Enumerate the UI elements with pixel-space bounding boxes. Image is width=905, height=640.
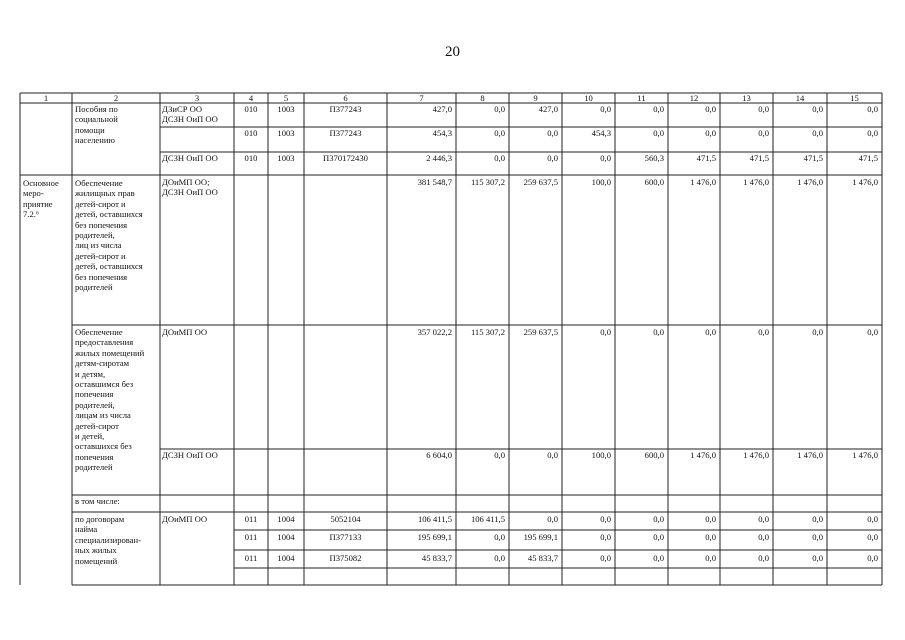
block4-row1-col6: 5052104 [330,514,361,524]
header-col-15: 15 [850,93,859,103]
block4-row2-col9-value: 195 699,1 [523,532,558,542]
block1-description: Пособия по социальной помощи населению [75,104,118,146]
block3-row1-col7-value: 357 022,2 [417,327,452,337]
block3-row1-col14-value: 0,0 [812,327,823,337]
block1-row3-col14-value: 471,5 [803,153,823,163]
block1-row3-col15-value: 471,5 [858,153,878,163]
block1-row2-col9-value: 0,0 [547,128,558,138]
block4-row3-col5: 1004 [277,553,295,563]
block3-row1-col10-value: 0,0 [600,327,611,337]
block1-row1-col13-value: 0,0 [758,104,769,114]
block2-row-col7-value: 381 548,7 [417,177,452,187]
block1-row1-col4: 010 [244,104,258,114]
block1-row3-col4: 010 [244,153,258,163]
block1-row2-col7-value: 454,3 [432,128,452,138]
block4-row3-col11-value: 0,0 [653,553,664,563]
block4-description: по договорам найма специализирован- ных жилых помещений [75,514,142,566]
block4-row2-col14-value: 0,0 [812,532,823,542]
block1-row1-col15-value: 0,0 [867,104,878,114]
header-col-14: 14 [795,93,805,103]
including-label: в том числе: [75,496,120,506]
header-col-4: 4 [248,93,254,103]
block2-description: Обеспечение жилищных прав детей-сирот и детей, оставшихся без попечения родителей, лиц из числа детей-сирот и детей, оставшихся без попечения родителей [75,178,143,293]
block4-row3-col6: П375082 [329,553,362,563]
header-col-10: 10 [584,93,593,103]
block3-row1-col15-value: 0,0 [867,327,878,337]
block2-executor: ДОиМП ОО; ДСЗН ОиП ОО [162,177,218,198]
page-number: 20 [445,44,460,60]
block4-row3-col10-value: 0,0 [600,553,611,563]
block1-row2-col12-value: 0,0 [705,128,716,138]
block2-row-col11-value: 600,0 [644,177,664,187]
block1-row2-col15-value: 0,0 [867,128,878,138]
header-col-13: 13 [742,93,751,103]
block4-row2-col10-value: 0,0 [600,532,611,542]
block1-row2-col4: 010 [244,128,258,138]
block3-row2-col13-value: 1 476,0 [743,450,769,460]
block1-row2-col6: П377243 [329,128,362,138]
block1-row2-col8-value: 0,0 [494,128,505,138]
header-col-2: 2 [113,93,119,103]
block4-row1-col10-value: 0,0 [600,514,611,524]
block4-row2-col6: П377133 [329,532,362,542]
block4-row3-col12-value: 0,0 [705,553,716,563]
block4-row1-col15-value: 0,0 [867,514,878,524]
activity-label: Основное меро- приятие 7.2.⁶ [23,178,59,220]
block1-row3-col12-value: 471,5 [696,153,716,163]
block3-row2-col8-value: 0,0 [494,450,505,460]
block4-row3-col7-value: 45 833,7 [421,553,452,563]
header-col-3: 3 [194,93,200,103]
header-col-1: 1 [43,93,49,103]
block4-row1-col8-value: 106 411,5 [470,514,505,524]
block4-row1-col11-value: 0,0 [653,514,664,524]
block1-row1-col6: П377243 [329,104,362,114]
block3-row2-col14-value: 1 476,0 [797,450,823,460]
block4-row1-col4: 011 [244,514,258,524]
block1-row2-col10-value: 454,3 [591,128,611,138]
block3-row2-col9-value: 0,0 [547,450,558,460]
block3-row1-executor: ДОиМП ОО [162,327,208,337]
block2-row-col14-value: 1 476,0 [797,177,823,187]
block1-row2-col13-value: 0,0 [758,128,769,138]
block4-row2-col13-value: 0,0 [758,532,769,542]
block1-row3-col8-value: 0,0 [494,153,505,163]
header-col-11: 11 [637,93,646,103]
header-col-8: 8 [480,93,485,103]
block1-row1-col14-value: 0,0 [812,104,823,114]
block1-row3-col13-value: 471,5 [749,153,769,163]
header-col-9: 9 [533,93,538,103]
block2-row-col10-value: 100,0 [591,177,611,187]
block3-row1-col12-value: 0,0 [705,327,716,337]
block3-row1-col11-value: 0,0 [653,327,664,337]
block1-row2-col5: 1003 [277,128,295,138]
block2-row-col8-value: 115 307,2 [470,177,505,187]
block4-row2-col12-value: 0,0 [705,532,716,542]
block3-row2-col7-value: 6 604,0 [426,450,452,460]
block4-row3-col15-value: 0,0 [867,553,878,563]
block1-row2-col14-value: 0,0 [812,128,823,138]
block3-row1-col13-value: 0,0 [758,327,769,337]
block4-row2-col11-value: 0,0 [653,532,664,542]
block1-row3-col9-value: 0,0 [547,153,558,163]
block2-row-col12-value: 1 476,0 [690,177,716,187]
block3-row2-col15-value: 1 476,0 [852,450,878,460]
block1-row1-col9-value: 427,0 [538,104,558,114]
block3-row2-executor: ДСЗН ОиП ОО [162,450,218,460]
block1-row1-col11-value: 0,0 [653,104,664,114]
block4-row1-col12-value: 0,0 [705,514,716,524]
block3-row2-col10-value: 100,0 [591,450,611,460]
block4-row3-col9-value: 45 833,7 [527,553,558,563]
block1-row1-col7-value: 427,0 [432,104,452,114]
block1-row3-col10-value: 0,0 [600,153,611,163]
header-col-12: 12 [689,93,699,103]
block4-row1-col7-value: 106 411,5 [417,514,452,524]
block4-row1-col9-value: 0,0 [547,514,558,524]
block3-row2-col12-value: 1 476,0 [690,450,716,460]
block4-row3-col8-value: 0,0 [494,553,505,563]
block4-row2-col15-value: 0,0 [867,532,878,542]
block1-row3-col11-value: 560,3 [644,153,664,163]
block2-row-col9-value: 259 637,5 [523,177,558,187]
block4-row2-col8-value: 0,0 [494,532,505,542]
block2-row-col13-value: 1 476,0 [743,177,769,187]
block1-row3-executor: ДСЗН ОиП ОО [162,153,218,163]
block1-row1-col10-value: 0,0 [600,104,611,114]
header-col-7: 7 [419,93,424,103]
block4-row2-col4: 011 [244,532,258,542]
block1-row1-executor: ДЗиСР ОО ДСЗН ОиП ОО [162,104,218,125]
header-col-5: 5 [283,93,289,103]
block4-row1-col5: 1004 [277,514,295,524]
block4-row3-col4: 011 [244,553,258,563]
block4-row3-col13-value: 0,0 [758,553,769,563]
block1-row3-col6: П370172430 [323,153,368,163]
block1-row1-col5: 1003 [277,104,295,114]
block1-row2-col11-value: 0,0 [653,128,664,138]
block2-row-col15-value: 1 476,0 [852,177,878,187]
block1-row3-col5: 1003 [277,153,295,163]
block4-executor: ДОиМП ОО [162,514,208,524]
block4-row1-col14-value: 0,0 [812,514,823,524]
header-col-6: 6 [343,93,348,103]
block4-row3-col14-value: 0,0 [812,553,823,563]
block3-description: Обеспечение предоставления жилых помещений детям-сиротам и детям, оставшимся без попечения родителей, лицам из числа детей-сирот и детей, оставшихся без попечения родителей [75,327,145,473]
block1-row3-col7-value: 2 446,3 [426,153,452,163]
block4-row2-col5: 1004 [277,532,295,542]
block1-row1-col12-value: 0,0 [705,104,716,114]
block3-row1-col9-value: 259 637,5 [523,327,558,337]
block4-row1-col13-value: 0,0 [758,514,769,524]
block1-row1-col8-value: 0,0 [494,104,505,114]
block3-row2-col11-value: 600,0 [644,450,664,460]
block3-row1-col8-value: 115 307,2 [470,327,505,337]
block4-row2-col7-value: 195 699,1 [417,532,452,542]
